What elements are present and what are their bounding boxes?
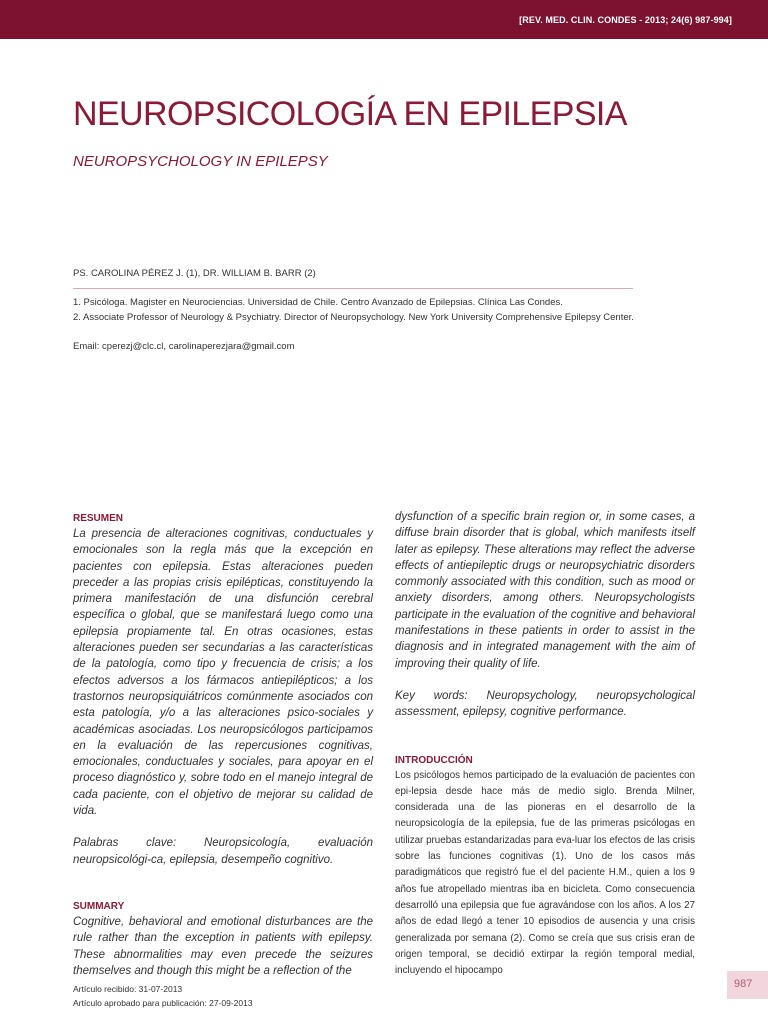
page-number: 987 — [734, 978, 753, 990]
article-subtitle: NEUROPSYCHOLOGY IN EPILEPSY — [73, 153, 328, 170]
left-column — [73, 512, 373, 979]
introduccion-heading: INTRODUCCIÓN — [395, 754, 473, 766]
summary-text-part2: dysfunction of a specific brain region or, in some cases, a diffuse brain disorder that is global, which manifests itself later as epilepsy. These alterations may reflect the adverse effects of antiepileptic drugs or neuropsychiatric disorders commonly associated with this condition, such as mood or anxiety disorders, among others. Neuropsychologists participate in the evaluation of the cognitive and behavioral manifestations in these patients in order to assist in the diagnosis and in integrated management with the aim of improving their quality of life. — [395, 511, 695, 670]
affiliation-2: 2. Associate Professor of Neurology & Psychiatry. Director of Neuropsychology. New York University Comprehensive Epilepsy Center. — [73, 312, 634, 323]
summary-keywords: Key words: Neuropsychology, neuropsychological assessment, epilepsy, cognitive performance. — [395, 689, 695, 719]
summary-heading: SUMMARY — [73, 900, 125, 912]
received-date: Artículo recibido: 31-07-2013 — [73, 984, 183, 994]
resumen-text: La presencia de alteraciones cognitivas, conductuales y emocionales son la regla más que la excepción en pacientes con epilepsia. Estas alteraciones pueden preceder a las propias crisis epilépticas, constituyendo la primera manifestación de una disfunción cerebral específica o global, que se manifestará luego como una epilepsia propiamente tal. En otras ocasiones, estas alteraciones pueden ser secundarias a las características de la patología, como tipo y frecuencia de crisis; a los efectos adversos a los fármacos antiepilépticos; a los trastornos neuropsiquiátricos comúnmente asociados con esta patología, y/o a las alteraciones psico-sociales y académicas asociadas. Los neuropsicólogos participamos en la evaluación de las repercusiones cognitivas, emocionales, conductuales y sociales, para apoyar en el proceso diagnóstico y, sobre todo en el manejo integral de cada paciente, con el objetivo de mejorar su calidad de vida. — [73, 528, 373, 818]
journal-header-bar — [0, 0, 768, 39]
affiliation-1: 1. Psicóloga. Magister en Neurociencias. Universidad de Chile. Centro Avanzado de Epilepsias. Clínica Las Condes. — [73, 297, 563, 308]
contact-email: Email: cperezj@clc.cl, carolinaperezjara@gmail.com — [73, 341, 295, 352]
journal-reference: [REV. MED. CLIN. CONDES - 2013; 24(6) 987-994] — [519, 15, 732, 25]
right-column — [395, 509, 695, 979]
approved-date: Artículo aprobado para publicación: 27-09-2013 — [73, 998, 253, 1008]
author-divider — [73, 288, 633, 289]
summary-text-part1: Cognitive, behavioral and emotional disturbances are the rule rather than the exception in patients with epilepsy. These abnormalities may even precede the seizures themselves and though this might be a reflection of the — [73, 915, 373, 977]
resumen-heading: RESUMEN — [73, 513, 124, 524]
introduccion-text: Los psicólogos hemos participado de la evaluación de pacientes con epi-lepsia desde hace más de medio siglo. Brenda Milner, considerada una de las pioneras en el desarrollo de la neuropsicología de la epilepsia, fue de las primeras psicólogas en utilizar pruebas estandarizadas para eva-luar los efectos de las crisis sobre las funciones cognitivas (1). Uno de los casos más paradigmáticos que registró fue el del paciente H.M., quien a los 9 años fue atropellado mientras iba en bicicleta. Como consecuencia desarrolló una epilepsia que fue agravándose con los años. A los 27 años de edad llegó a tener 10 episodios de ausencia y una crisis generalizada por semana (2). Como se creía que sus crisis eran de origen temporal, se decidió extirpar la región temporal medial, incluyendo el hipocampo — [395, 769, 695, 977]
article-title: NEUROPSICOLOGÍA EN EPILEPSIA — [73, 95, 627, 133]
article-authors: PS. CAROLINA PÉREZ J. (1), DR. WILLIAM B. BARR (2) — [73, 268, 316, 279]
resumen-keywords: Palabras clave: Neuropsicología, evaluación neuropsicológi-ca, epilepsia, desempeño cognitivo. — [73, 837, 373, 866]
